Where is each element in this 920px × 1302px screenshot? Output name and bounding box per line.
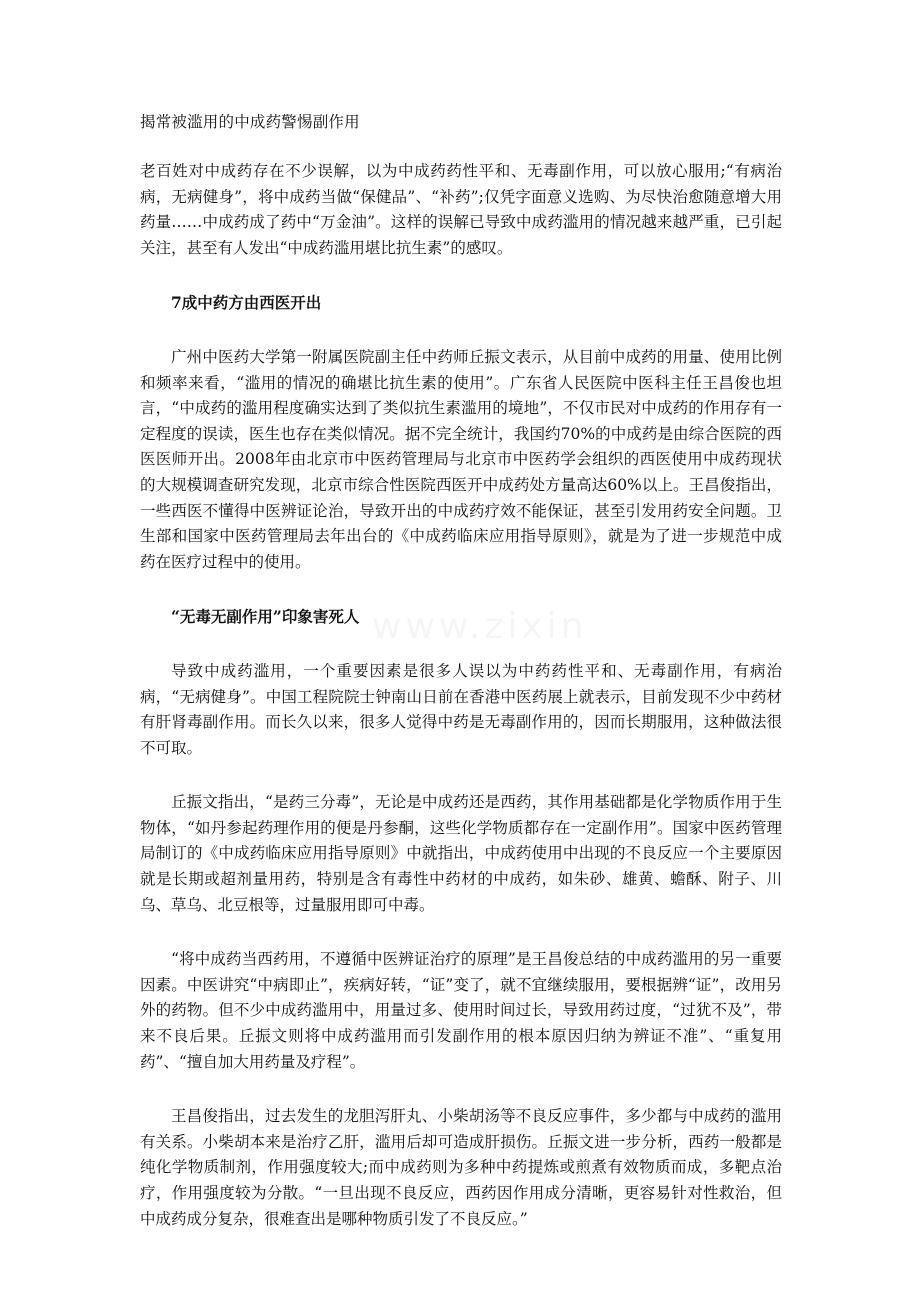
section2-paragraph-1: 导致中成药滥用，一个重要因素是很多人误以为中药药性平和、无毒副作用，有病治病，“无病健身”。中国工程院院士钟南山日前在香港中医药展上就表示，目前发现不少中药材有肝肾毒副作用。而长久以来，很多人觉得中药是无毒副作用的，因而长期服用，这种做法很不可取。 [140, 661, 782, 757]
document-title: 揭常被滥用的中成药警惕副作用 [140, 113, 360, 131]
section1-paragraph-1: 广州中医药大学第一附属医院副主任中药师丘振文表示，从目前中成药的用量、使用比例和频率来看，“滥用的情况的确堪比抗生素的使用”。广东省人民医院中医科主任王昌俊也坦言，“中成药的滥用程度确实达到了类似抗生素滥用的境地”，不仅市民对中成药的作用存有一定程度的误读，医生也存在类似情况。据不完全统计，我国约70%的中成药是由综合医院的西医医师开出。2008年由北京市中医药管理局与北京市中医药学会组织的西医使用中成药现状的大规模调查研究发现，北京市综合性医院西医开中成药处方量高达60%以上。王昌俊指出，一些西医不懂得中医辨证论治，导致开出的中成药疗效不能保证，甚至引发用药安全问题。卫生部和国家中医药管理局去年出台的《中成药临床应用指导原则》，就是为了进一步规范中成药在医疗过程中的使用。 [140, 347, 782, 571]
section2-paragraph-3: “将中成药当西药用，不遵循中医辨证治疗的原理”是王昌俊总结的中成药滥用的另一重要因素。中医讲究“中病即止”，疾病好转，“证”变了，就不宜继续服用，要根据辨“证”，改用另外的药物。但不少中成药滥用中，用量过多、使用时间过长，导致用药过度，“过犹不及”，带来不良后果。丘振文则将中成药滥用而引发副作用的根本原因归纳为辨证不准”、“重复用药”、“擅自加大用药量及疗程”。 [140, 950, 782, 1071]
intro-paragraph: 老百姓对中成药存在不少误解，以为中成药药性平和、无毒副作用，可以放心服用;“有病治病，无病健身”，将中成药当做“保健品”、“补药”;仅凭字面意义选购、为尽快治愈随意增大用药量……中成药成了药中“万金油”。这样的误解已导致中成药滥用的情况越来越严重，已引起关注，甚至有人发出“中成药滥用堪比抗生素”的感叹。 [140, 162, 782, 257]
section2-paragraph-2: 丘振文指出，“是药三分毒”，无论是中成药还是西药，其作用基础都是化学物质作用于生物体，“如丹参起药理作用的便是丹参酮，这些化学物质都存在一定副作用”。国家中医药管理局制订的《中成药临床应用指导原则》中就指出，中成药使用中出现的不良反应一个主要原因就是长期或超剂量用药，特别是含有毒性中药材的中成药，如朱砂、雄黄、蟾酥、附子、川乌、草乌、北豆根等，过量服用即可中毒。 [140, 793, 782, 914]
section2-paragraph-4: 王昌俊指出，过去发生的龙胆泻肝丸、小柴胡汤等不良反应事件，多少都与中成药的滥用有关系。小柴胡本来是治疗乙肝，滥用后却可造成肝损伤。丘振文进一步分析，西药一般都是纯化学物质制剂，作用强度较大;而中成药则为多种中药提炼或煎煮有效物质而成，多靶点治疗，作用强度较为分散。“一旦出现不良反应，西药因作用成分清晰，更容易针对性救治，但中成药成分复杂，很难查出是哪种物质引发了不良反应。” [140, 1107, 782, 1228]
section-heading-no-side-effects-myth: “无毒无副作用”印象害死人 [171, 607, 360, 627]
section-heading-western-doctors: 7成中药方由西医开出 [171, 293, 322, 313]
document-page [140, 107, 782, 1261]
